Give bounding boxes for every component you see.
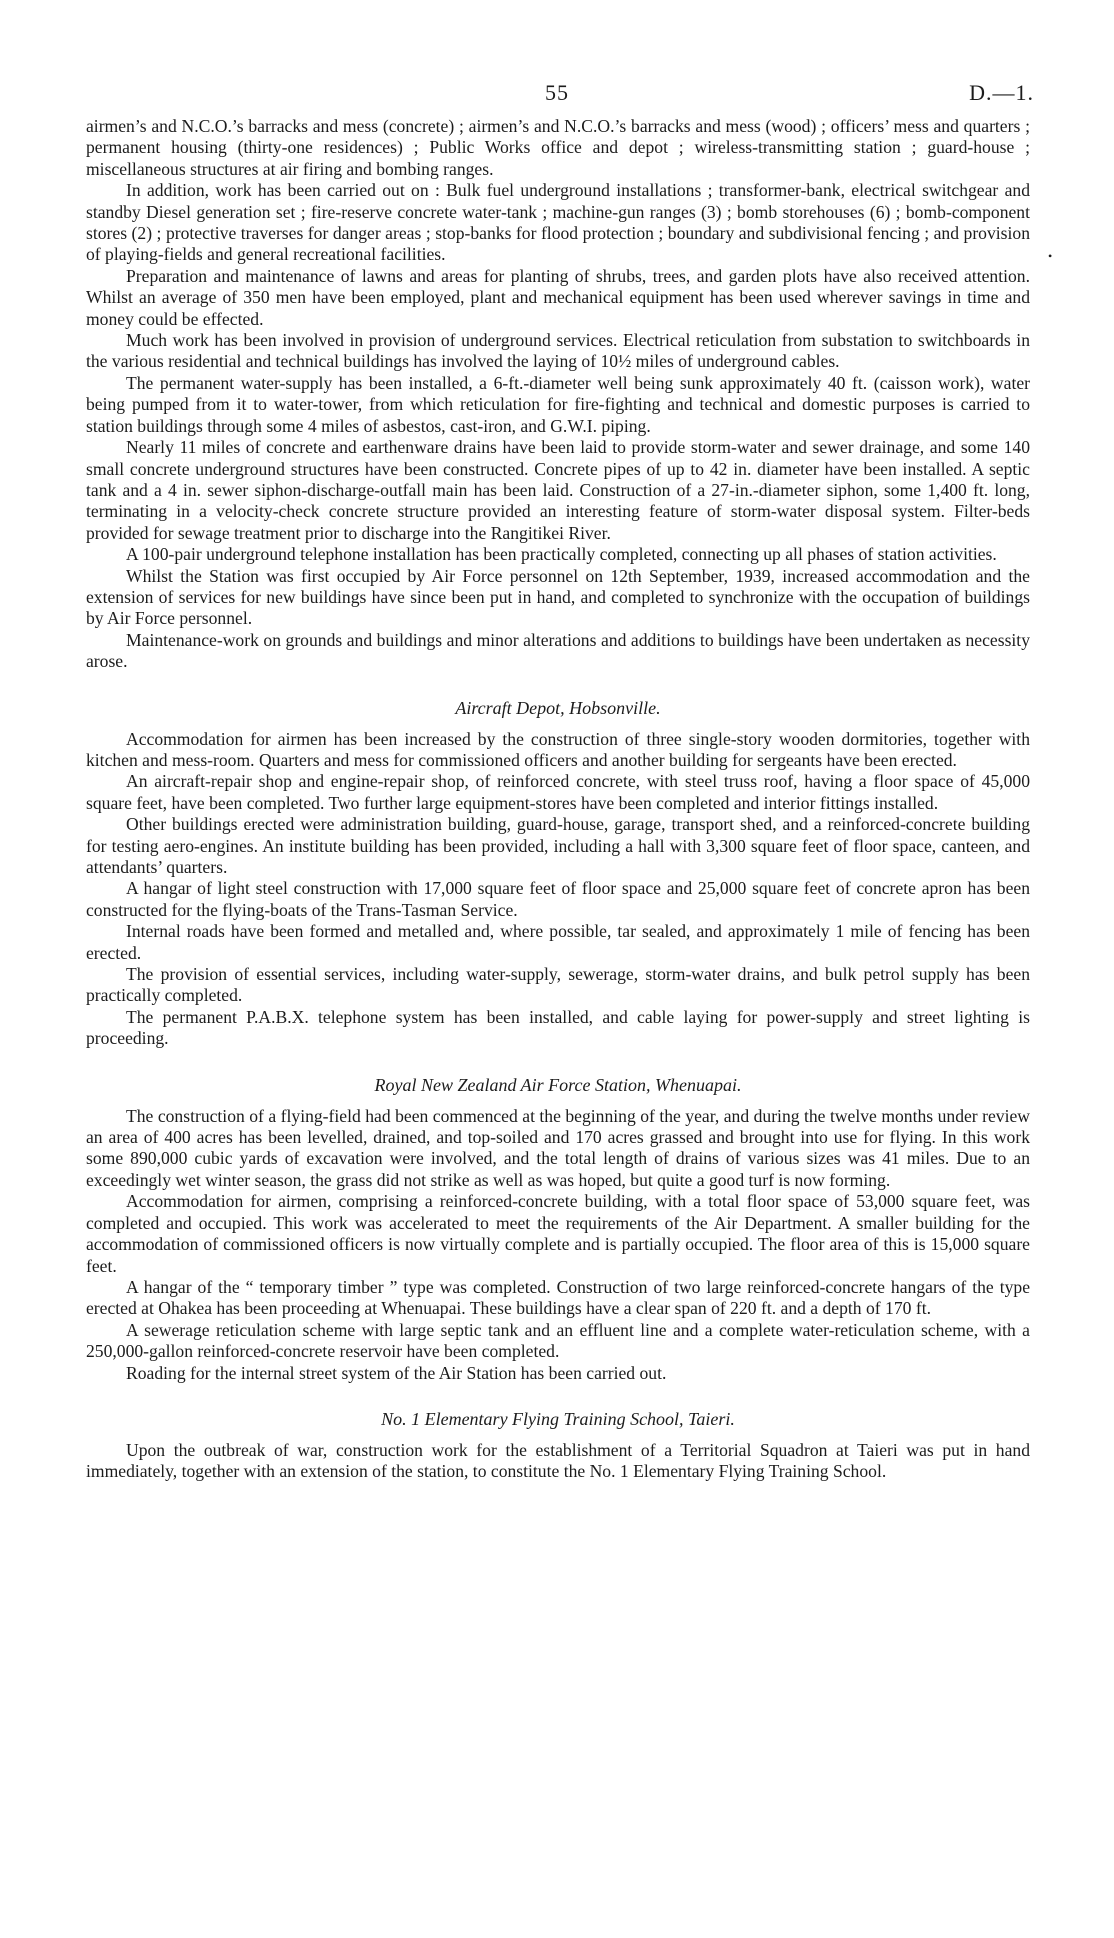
paragraph: A hangar of light steel construction with 17,000 square feet of floor space and 25,000 square feet of concrete apron has been constructed for the flying-boats of the Trans-Tasman Service. [86,878,1030,920]
paragraph: Whilst the Station was first occupied by Air Force personnel on 12th September, 1939, increased accommodation and the extension of services for new buildings have since been put in hand, and completed to synchronize with the occupation of buildings by Air Force personnel. [86,565,1030,629]
paragraph: Preparation and maintenance of lawns and areas for planting of shrubs, trees, and garden plots have also received attention. Whilst an average of 350 men have been employed, plant and mechanical equipment has been used wherever savings in time and money could be effected. [86,265,1030,329]
body-text [86,116,1030,1483]
paragraph: A sewerage reticulation scheme with large septic tank and an effluent line and a complete water-reticulation scheme, with a 250,000-gallon reinforced-concrete reservoir have been completed. [86,1319,1030,1362]
section-heading-hobsonville: Aircraft Depot, Hobsonville. [455,697,661,718]
paragraph: A hangar of the “ temporary timber ” type was completed. Construction of two large reinforced-concrete hangars of the type erected at Ohakea has been proceeding at Whenuapai. These buildings have a clear span of 220 ft. and a depth of 170 ft. [86,1276,1030,1319]
paragraph: The provision of essential services, including water-supply, sewerage, storm-water drains, and bulk petrol supply has been practically completed. [86,964,1030,1006]
paragraph: airmen’s and N.C.O.’s barracks and mess (concrete) ; airmen’s and N.C.O.’s barracks and mess (wood) ; officers’ mess and quarters ; permanent housing (thirty-one residences) ; Public Works office and depot ; wireless-transmitting station ; guard-house ; miscellaneous structures at air firing and bombing ranges. [86,116,1030,179]
paragraph: Accommodation for airmen has been increased by the construction of three single-story wooden dormitories, together with kitchen and mess-room. Quarters and mess for commissioned officers and another building for sergeants have been erected. [86,728,1030,770]
paragraph: The permanent P.A.B.X. telephone system has been installed, and cable laying for power-supply and street lighting is proceeding. [86,1006,1030,1049]
document-reference: D.—1. [969,80,1034,105]
paragraph: Other buildings erected were administration building, guard-house, garage, transport shed, and a reinforced-concrete building for testing aero-engines. An institute building has been provided, including a hall with 3,300 square feet of floor space, canteen, and attendants’ quarters. [86,814,1030,877]
paragraph: Roading for the internal street system of the Air Station has been carried out. [126,1362,667,1383]
paragraph: Internal roads have been formed and metalled and, where possible, tar sealed, and approximately 1 mile of fencing has been erected. [86,921,1030,963]
section-heading-whenuapai: Royal New Zealand Air Force Station, Whenuapai. [374,1074,742,1095]
paragraph: Accommodation for airmen, comprising a reinforced-concrete building, with a total floor space of 53,000 square feet, was completed and occupied. This work was accelerated to meet the requirements of the Air Department. A smaller building for the accommodation of commissioned officers is now virtually complete and is partially occupied. The floor area of this is 15,000 square feet. [86,1191,1030,1276]
paragraph: Nearly 11 miles of concrete and earthenware drains have been laid to provide storm-water and sewer drainage, and some 140 small concrete underground structures have been constructed. Concrete pipes of up to 42 in. diameter have been installed. A septic tank and a 4 in. sewer siphon-discharge-outfall main has been laid. Construction of a 27-in.-diameter siphon, some 1,400 ft. long, terminating in a velocity-check concrete structure provided an interesting feature of storm-water disposal system. Filter-beds provided for sewage treatment prior to discharge into the Rangitikei River. [86,437,1030,543]
paragraph: In addition, work has been carried out on : Bulk fuel underground installations ; transformer-bank, electrical switchgear and standby Diesel generation set ; fire-reserve concrete water-tank ; machine-gun ranges (3) ; bomb storehouses (6) ; bomb-component stores (2) ; protective traverses for danger areas ; stop-banks for flood protection ; boundary and subdivisional fencing ; and provision of playing-fields and general recreational facilities. [86,180,1030,265]
margin-mark: • [1048,249,1053,263]
paragraph: A 100-pair underground telephone installation has been practically completed, connecting up all phases of station activities. [126,544,997,565]
paragraph: The construction of a flying-field had been commenced at the beginning of the year, and during the twelve months under review an area of 400 acres has been levelled, drained, and top-soiled and 170 acres grassed and brought into use for flying. In this work some 890,000 cubic yards of excavation were involved, and the total length of drains of various sizes was 41 miles. Due to an exceedingly wet winter season, the grass did not strike as well as was hoped, but quite a good turf is now forming. [86,1105,1030,1190]
section-heading-taieri: No. 1 Elementary Flying Training School, Taieri. [381,1408,735,1429]
paragraph: The permanent water-supply has been installed, a 6-ft.-diameter well being sunk approximately 40 ft. (caisson work), water being pumped from it to water-tower, from which reticulation for fire-fighting and technical and domestic purposes is carried to station buildings through some 4 miles of asbestos, cast-iron, and G.W.I. piping. [86,372,1030,436]
paragraph: Upon the outbreak of war, construction work for the establishment of a Territorial Squadron at Taieri was put in hand immediately, together with an extension of the station, to constitute the No. 1 Elementary Flying Training School. [86,1439,1030,1482]
paragraph: Much work has been involved in provision of underground services. Electrical reticulation from substation to switchboards in the various residential and technical buildings has involved the laying of 10½ miles of underground cables. [86,330,1030,372]
paragraph: Maintenance-work on grounds and buildings and minor alterations and additions to buildings have been undertaken as necessity arose. [86,629,1030,672]
paragraph: An aircraft-repair shop and engine-repair shop, of reinforced concrete, with steel truss roof, having a floor space of 45,000 square feet, have been completed. Two further large equipment-stores have been completed and interior fittings installed. [86,771,1030,813]
page-number: 55 [545,80,569,105]
